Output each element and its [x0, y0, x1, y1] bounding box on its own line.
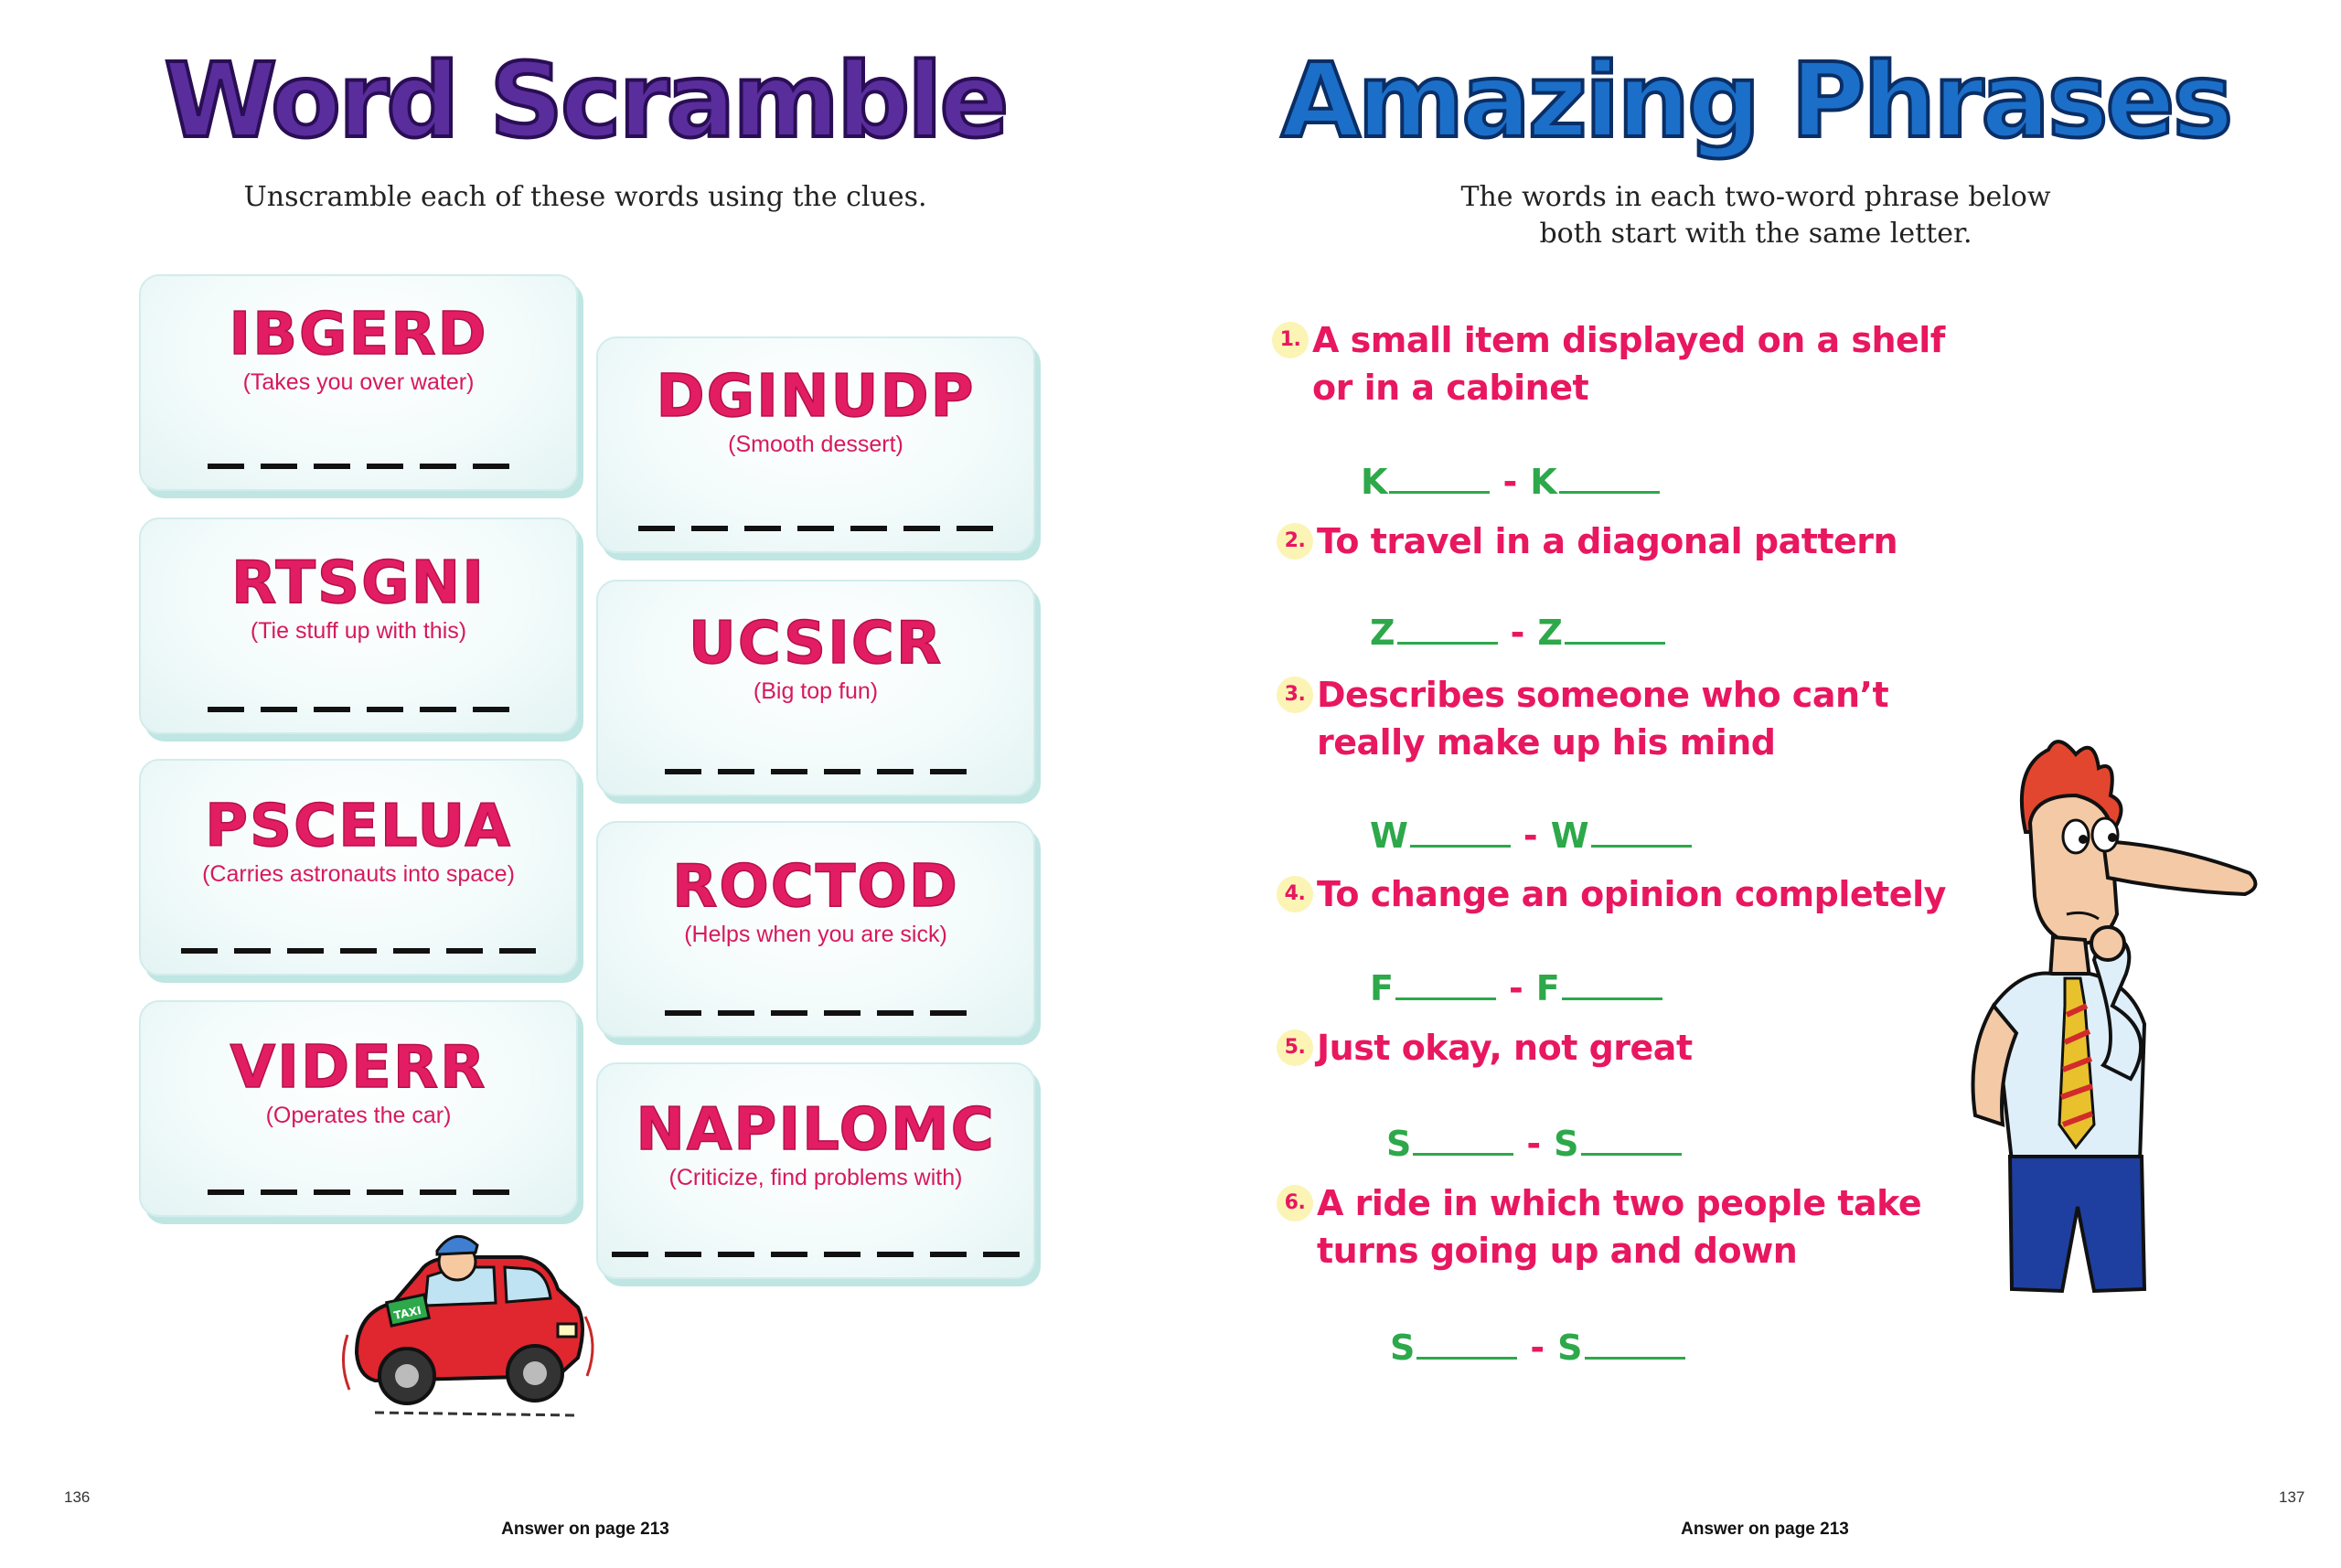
answer-blanks[interactable] — [598, 1252, 1033, 1257]
answer-line-5[interactable] — [1386, 1124, 1682, 1164]
question-text-line1: To change an opinion completely — [1317, 874, 1946, 914]
scrambled-word: NAPILOMC — [636, 1096, 996, 1164]
question-number-badge: 6. — [1277, 1185, 1313, 1221]
word-scramble-instructions: Unscramble each of these words using the clues. — [243, 181, 927, 213]
clue-text: (Carries astronauts into space) — [202, 861, 515, 887]
question-text-line1: To travel in a diagonal pattern — [1317, 521, 1898, 561]
dash: - — [1523, 816, 1538, 856]
scramble-card-8 — [596, 1062, 1035, 1279]
question-text-line2: or in a cabinet — [1312, 368, 1589, 408]
first-letter: W — [1370, 816, 1408, 856]
dash: - — [1508, 968, 1523, 1008]
second-letter: S — [1554, 1124, 1579, 1164]
question-text-line2: really make up his mind — [1317, 722, 1776, 763]
phrase-question-5 — [1284, 1024, 2030, 1072]
phrase-question-1 — [1279, 316, 2026, 411]
page-number: 137 — [2279, 1488, 2305, 1506]
question-text-line1: A ride in which two people take — [1317, 1183, 1922, 1223]
answer-line-1[interactable] — [1361, 462, 1660, 502]
clue-text: (Tie stuff up with this) — [250, 618, 467, 644]
scrambled-word: DGINUDP — [656, 363, 976, 431]
question-text-line1: A small item displayed on a shelf — [1312, 320, 1945, 360]
page-number: 136 — [64, 1488, 91, 1506]
scramble-card-5 — [596, 336, 1035, 553]
clue-text: (Operates the car) — [265, 1103, 452, 1128]
question-text-line1: Just okay, not great — [1317, 1028, 1693, 1068]
clue-text: (Big top fun) — [753, 678, 879, 704]
answer-note: Answer on page 213 — [1681, 1520, 1849, 1539]
scramble-card-7 — [596, 821, 1035, 1038]
question-text-line1: Describes someone who can’t — [1317, 675, 1889, 715]
scrambled-word: PSCELUA — [205, 793, 512, 860]
second-letter: K — [1530, 462, 1557, 502]
thinking-man-illustration — [1948, 731, 2304, 1298]
clue-text: (Takes you over water) — [242, 369, 475, 395]
second-letter: F — [1535, 968, 1560, 1008]
clue-text: (Smooth dessert) — [728, 432, 903, 457]
dash: - — [1502, 462, 1518, 502]
answer-blanks[interactable] — [141, 464, 576, 469]
clue-text: (Helps when you are sick) — [684, 922, 947, 947]
scrambled-word: IBGERD — [229, 301, 488, 368]
phrases-instructions-line1: The words in each two-word phrase below — [1460, 181, 2051, 213]
dash: - — [1526, 1124, 1542, 1164]
scrambled-word: VIDERR — [230, 1034, 487, 1102]
answer-blanks[interactable] — [598, 526, 1033, 531]
scramble-card-4 — [139, 1000, 578, 1217]
dash: - — [1530, 1328, 1545, 1368]
answer-line-3[interactable] — [1370, 816, 1692, 856]
answer-line-6[interactable] — [1390, 1328, 1685, 1368]
scramble-card-6 — [596, 580, 1035, 796]
second-letter: S — [1557, 1328, 1583, 1368]
scrambled-word: UCSICR — [688, 610, 944, 677]
scrambled-word: ROCTOD — [672, 853, 959, 921]
answer-blanks[interactable] — [598, 1010, 1033, 1016]
dash: - — [1510, 613, 1525, 653]
scrambled-word: RTSGNI — [230, 549, 486, 617]
answer-blanks[interactable] — [141, 707, 576, 712]
phrase-question-6 — [1284, 1179, 2030, 1275]
answer-blanks[interactable] — [141, 1189, 576, 1195]
page-title-amazing-phrases: Amazing Phrases — [1280, 42, 2231, 161]
answer-line-4[interactable] — [1370, 968, 1662, 1008]
question-number-badge: 4. — [1277, 876, 1313, 912]
question-number-badge: 2. — [1277, 523, 1313, 560]
first-letter: S — [1390, 1328, 1416, 1368]
scramble-card-1 — [139, 274, 578, 491]
question-number-badge: 1. — [1272, 322, 1309, 358]
answer-line-2[interactable] — [1370, 613, 1665, 653]
phrase-question-2 — [1284, 517, 2030, 565]
first-letter: S — [1386, 1124, 1412, 1164]
first-letter: Z — [1370, 613, 1395, 653]
question-text-line2: turns going up and down — [1317, 1231, 1798, 1271]
phrases-instructions-line2: both start with the same letter. — [1539, 218, 1972, 250]
page-title-word-scramble: Word Scramble — [164, 42, 1007, 161]
answer-blanks[interactable] — [598, 769, 1033, 774]
question-number-badge: 3. — [1277, 677, 1313, 713]
scramble-card-3 — [139, 759, 578, 976]
right-page — [1170, 0, 2341, 1568]
first-letter: F — [1370, 968, 1394, 1008]
answer-note: Answer on page 213 — [501, 1520, 669, 1539]
question-number-badge: 5. — [1277, 1029, 1313, 1066]
second-letter: W — [1550, 816, 1589, 856]
phrase-question-4 — [1284, 870, 2030, 918]
taxi-sign-text: TAXI — [392, 1304, 423, 1323]
phrase-question-3 — [1284, 671, 2030, 766]
answer-blanks[interactable] — [141, 948, 576, 954]
first-letter: K — [1361, 462, 1388, 502]
second-letter: Z — [1537, 613, 1563, 653]
left-page — [0, 0, 1170, 1568]
scramble-card-2 — [139, 517, 578, 734]
taxi-driver-car-illustration — [338, 1207, 604, 1426]
clue-text: (Criticize, find problems with) — [668, 1165, 963, 1190]
